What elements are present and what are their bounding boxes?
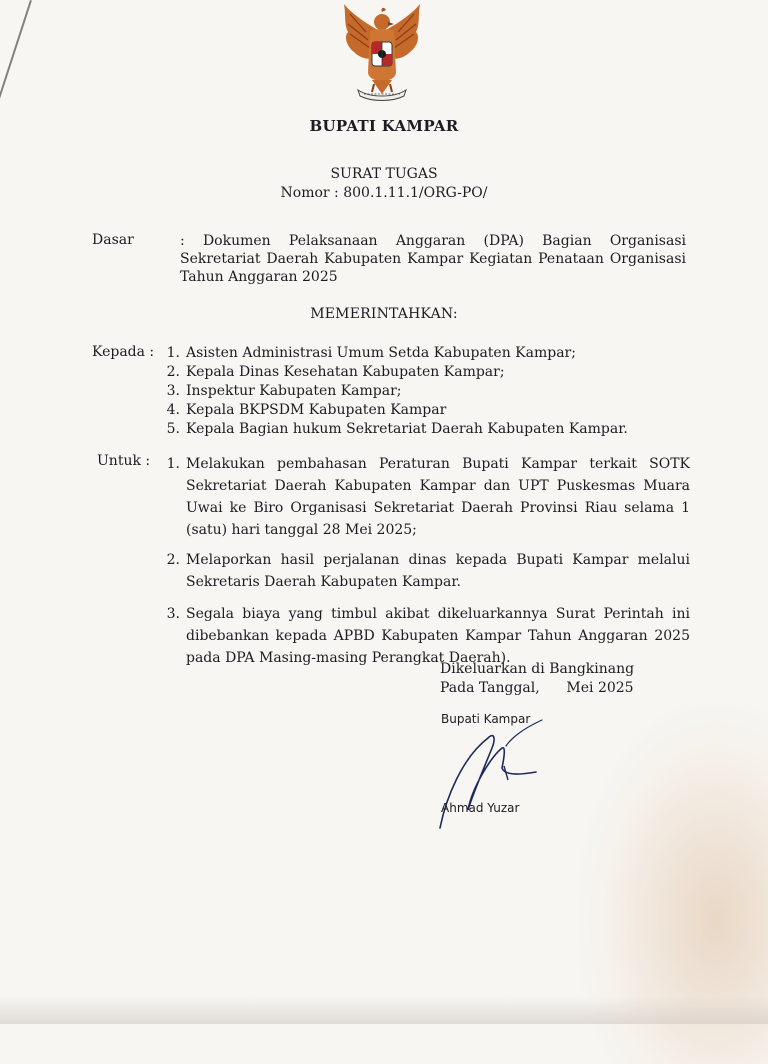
issuer-title: BUPATI KAMPAR (309, 117, 459, 135)
signer-title: Bupati Kampar (441, 712, 531, 726)
list-item: 2. Kepala Dinas Kesehatan Kabupaten Kampar; (166, 364, 505, 380)
list-item: 3. Segala biaya yang timbul akibat dikeluarkannya Surat Perintah ini dibebankan kepada APBD Kabupaten Kampar Tahun Anggaran 2025 pada DPA Masing-masing Perangkat Daerah). (166, 606, 690, 666)
list-item: 5. Kepala Bagian hukum Sekretariat Daerah Kabupaten Kampar. (166, 421, 628, 437)
kepada-list (158, 344, 628, 439)
issued-date: Pada Tanggal, Mei 2025 (440, 680, 634, 696)
untuk-label: Untuk : (97, 453, 151, 469)
issued-place: Dikeluarkan di Bangkinang (440, 661, 635, 677)
issued-block (440, 660, 634, 698)
dasar-text: : Dokumen Pelaksanaan Anggaran (DPA) Bagian Organisasi Sekretariat Daerah Kabupaten Kampar Kegiatan Penataan Organisasi Tahun Anggaran 2025 (180, 233, 686, 285)
document-title: SURAT TUGAS (330, 166, 438, 182)
garuda-emblem-icon (336, 2, 428, 106)
dasar-label: Dasar (92, 232, 134, 248)
signature-icon (432, 718, 552, 833)
list-item: 3. Inspektur Kabupaten Kampar; (166, 383, 402, 399)
untuk-list (160, 453, 690, 669)
document-number: Nomor : 800.1.11.1/ORG-PO/ (280, 185, 488, 201)
list-item: 2. Melaporkan hasil perjalanan dinas kepada Bupati Kampar melalui Sekretaris Daerah Kabupaten Kampar. (166, 552, 690, 590)
scan-shadow-bottom (0, 996, 768, 1024)
scan-edge-line (0, 0, 32, 134)
signer-name: Ahmad Yuzar (441, 801, 520, 815)
command-heading: MEMERINTAHKAN: (310, 306, 458, 322)
list-item: 4. Kepala BKPSDM Kabupaten Kampar (166, 402, 447, 418)
kepada-label: Kepada : (92, 344, 155, 360)
list-item: 1. Melakukan pembahasan Peraturan Bupati Kampar terkait SOTK Sekretariat Daerah Kabupaten Kampar dan UPT Puskesmas Muara Uwai ke Biro Organisasi Sekretariat Daerah Provinsi Riau selama 1 (satu) hari tanggal 28 Mei 2025; (166, 456, 690, 538)
list-item: 1. Asisten Administrasi Umum Setda Kabupaten Kampar; (166, 345, 576, 361)
